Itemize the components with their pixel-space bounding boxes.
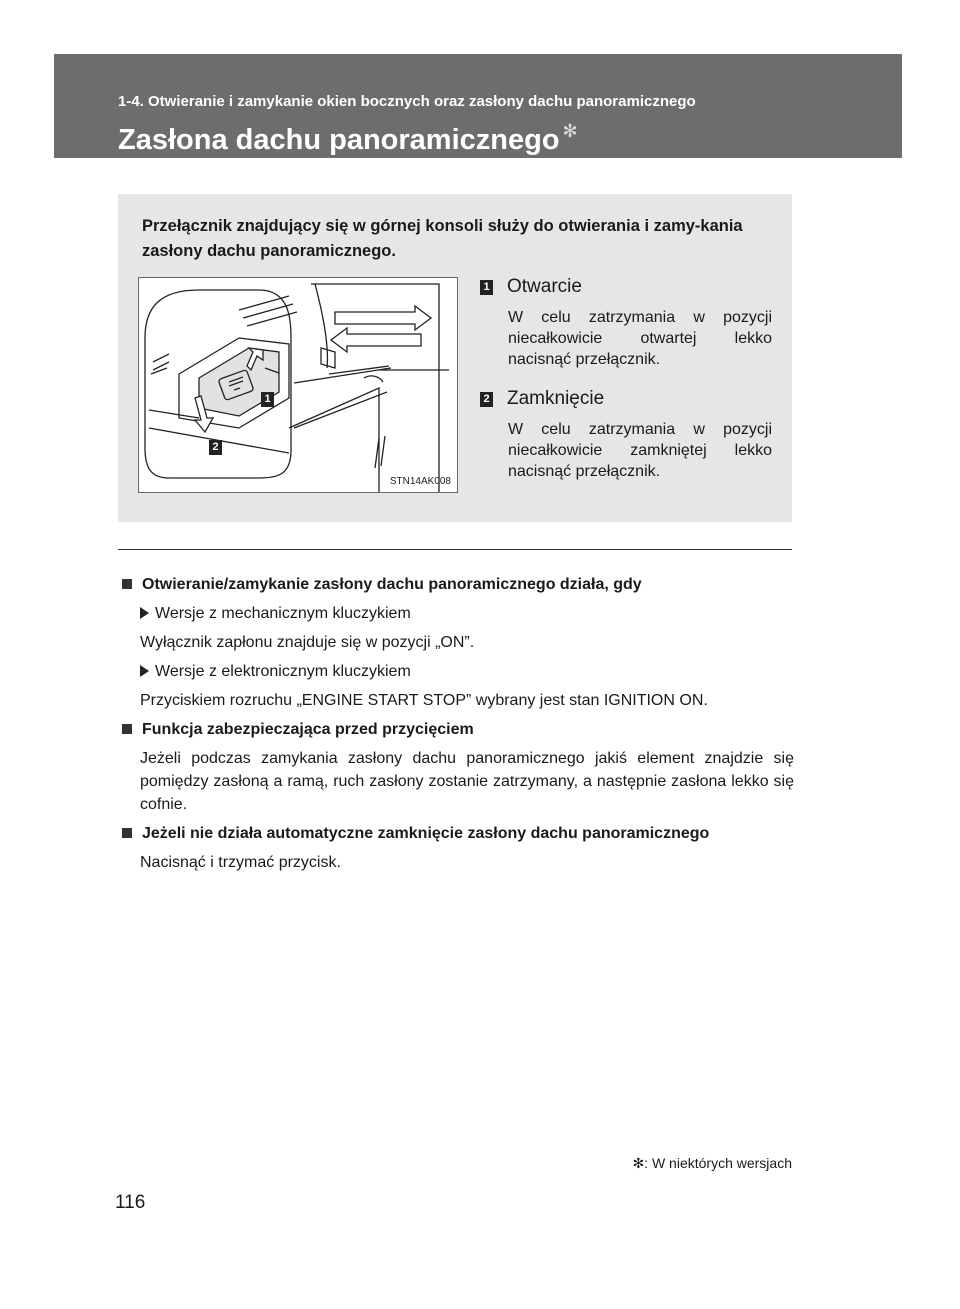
page-title-text: Zasłona dachu panoramicznego xyxy=(118,124,560,156)
number-badge: 2 xyxy=(480,392,493,407)
panel-intro: Przełącznik znajdujący się w górnej konsoli służy do otwierania i zamy-kania zasłony dachu panoramicznego. xyxy=(142,217,743,260)
number-badge: 1 xyxy=(480,280,493,295)
section-divider xyxy=(118,549,792,550)
item-open xyxy=(480,274,772,370)
asterisk-icon: ✻ xyxy=(632,1155,645,1171)
section-title: 1-4. Otwieranie i zamykanie okien bocznych oraz zasłony dachu panoramicznego xyxy=(118,93,696,110)
square-bullet-icon xyxy=(122,724,132,734)
notes-section xyxy=(122,573,794,880)
sub-item-text: Wyłącznik zapłonu znajduje się w pozycji „ON”. xyxy=(140,634,475,651)
sub-item-text: Przyciskiem rozruchu „ENGINE START STOP” wybrany jest stan IGNITION ON. xyxy=(140,692,708,709)
note-auto-close xyxy=(122,822,794,874)
footnote-text: : W niektórych wersjach xyxy=(644,1155,792,1171)
item-open-title: Otwarcie xyxy=(507,276,582,297)
note-heading xyxy=(122,822,794,845)
console-switch-drawing xyxy=(139,278,457,492)
item-close-text: W celu zatrzymania w pozycji niecałkowicie zamkniętej lekko nacisnąć przełącznik. xyxy=(508,421,772,480)
note-anti-pinch-title: Funkcja zabezpieczająca przed przycięciem xyxy=(142,721,474,738)
sub-item-label: Wersje z mechanicznym kluczykiem xyxy=(155,605,411,622)
figure-label-1: 1 xyxy=(261,392,274,407)
info-panel xyxy=(118,194,792,522)
note-auto-close-title: Jeżeli nie działa automatyczne zamknięcie zasłony dachu panoramicznego xyxy=(142,825,710,842)
item-close xyxy=(480,386,772,482)
figure-code: STN14AK008 xyxy=(389,476,451,487)
page-title xyxy=(118,114,902,157)
note-heading xyxy=(122,573,794,596)
figure-label-2: 2 xyxy=(209,440,222,455)
sub-item xyxy=(140,660,794,683)
note-operation xyxy=(122,573,794,712)
note-anti-pinch xyxy=(122,718,794,816)
note-heading xyxy=(122,718,794,741)
square-bullet-icon xyxy=(122,828,132,838)
item-close-heading xyxy=(480,386,772,412)
sub-item xyxy=(140,602,794,625)
item-close-title: Zamknięcie xyxy=(507,388,605,409)
page-header xyxy=(54,54,902,158)
overhead-console-illustration xyxy=(138,277,458,493)
page-number: 116 xyxy=(115,1192,146,1213)
note-anti-pinch-text: Jeżeli podczas zamykania zasłony dachu panoramicznego jakiś element znajdzie się pomiędzy zasłoną a ramą, ruch zasłony zostanie zatrzymany, a następnie zasłona lekko się cofnie. xyxy=(140,750,794,813)
asterisk-icon: ✻ xyxy=(562,121,578,141)
panel-items xyxy=(480,274,772,482)
item-open-heading xyxy=(480,274,772,300)
footnote xyxy=(632,1155,792,1172)
note-auto-close-text: Nacisnąć i trzymać przycisk. xyxy=(140,854,341,871)
item-open-text: W celu zatrzymania w pozycji niecałkowicie otwartej lekko nacisnąć przełącznik. xyxy=(508,309,772,368)
square-bullet-icon xyxy=(122,579,132,589)
sub-item-label: Wersje z elektronicznym kluczykiem xyxy=(155,663,411,680)
triangle-bullet-icon xyxy=(140,665,149,677)
triangle-bullet-icon xyxy=(140,607,149,619)
note-operation-title: Otwieranie/zamykanie zasłony dachu panoramicznego działa, gdy xyxy=(142,576,642,593)
